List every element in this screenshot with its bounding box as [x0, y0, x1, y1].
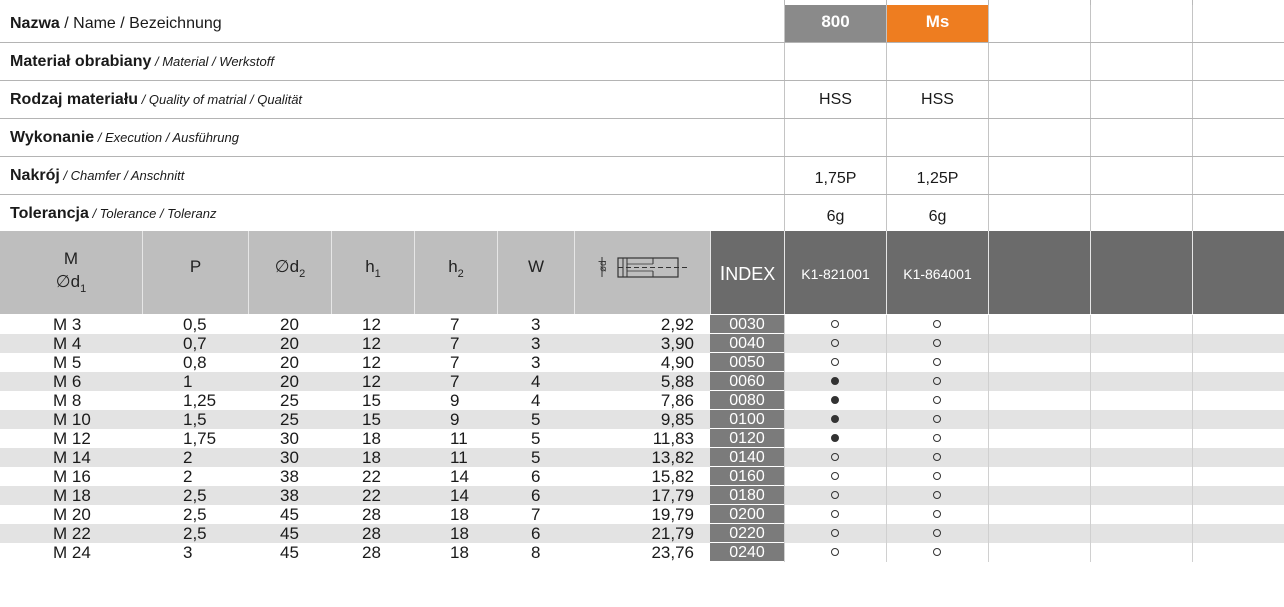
cell-h1: 22 [362, 467, 381, 486]
cell-p: 3 [183, 543, 193, 562]
cell-h1: 18 [362, 448, 381, 467]
open-circle-icon [933, 453, 941, 461]
cell-index: 0100 [710, 410, 784, 429]
column-divider [1090, 524, 1091, 543]
cell-h2: 11 [450, 448, 468, 467]
cell-h1: 28 [362, 524, 381, 543]
column-divider [1192, 315, 1193, 334]
empty-cell [1192, 81, 1284, 118]
spec-label-material: Materiał obrabiany / Material / Werkstoff [10, 53, 274, 70]
cell-d: 11,83 [652, 429, 694, 448]
column-divider [886, 543, 887, 562]
open-circle-icon [933, 510, 941, 518]
table-row [0, 372, 1284, 391]
column-divider [1090, 391, 1091, 410]
table-row [0, 391, 1284, 410]
cell-h2: 18 [450, 505, 469, 524]
open-circle-icon [831, 358, 839, 366]
empty-cell [1090, 81, 1192, 118]
open-circle-icon [831, 453, 839, 461]
column-divider [886, 524, 887, 543]
spec-row-tolerance [0, 195, 1284, 232]
col-header-h1: $h_1$ [331, 231, 414, 314]
column-header [0, 231, 1284, 314]
cell-p: 2,5 [183, 505, 207, 524]
cell-index: 0050 [710, 353, 784, 372]
cell-d: 13,82 [651, 448, 694, 467]
col-header-d1: $\emptyset d_1$ [55, 272, 87, 295]
cell-d: 5,88 [660, 372, 694, 391]
cell-index: 0060 [710, 372, 784, 391]
empty-cell [988, 157, 1090, 194]
column-divider [988, 429, 989, 448]
spec-label-tolerance: Tolerancja / Tolerance / Toleranz [10, 205, 217, 222]
open-circle-icon [933, 548, 941, 556]
column-divider [1090, 334, 1091, 353]
column-divider [784, 543, 785, 562]
cell-d2: 45 [280, 524, 299, 543]
cell-h1: 12 [362, 372, 381, 391]
tolerance-value-ms: 6g [886, 195, 988, 232]
table-row [0, 486, 1284, 505]
column-divider [784, 486, 785, 505]
cell-m: M 3 [53, 315, 82, 334]
column-divider [1192, 353, 1193, 372]
open-circle-icon [933, 396, 941, 404]
column-divider [784, 505, 785, 524]
empty-header-cell [988, 231, 1090, 314]
table-row [0, 448, 1284, 467]
cell-d2: 20 [280, 315, 299, 334]
column-divider [1090, 486, 1091, 505]
empty-cell [1192, 43, 1284, 80]
column-divider [1090, 543, 1091, 562]
cell-w: 3 [531, 334, 541, 353]
column-divider [886, 486, 887, 505]
cell-h1: 28 [362, 543, 381, 562]
open-circle-icon [831, 548, 839, 556]
cell-h2: 9 [450, 410, 460, 429]
cell-p: 0,5 [183, 315, 207, 334]
col-header-h2: $h_2$ [414, 231, 497, 314]
open-circle-icon [831, 510, 839, 518]
column-divider [784, 467, 785, 486]
cell-m: M 16 [53, 467, 91, 486]
col-header-m-label: M [63, 249, 79, 268]
column-divider [784, 429, 785, 448]
column-divider [988, 486, 989, 505]
table-row [0, 429, 1284, 448]
cell-d2: 20 [280, 334, 299, 353]
spec-row-execution [0, 119, 1284, 157]
column-divider [886, 505, 887, 524]
cell-h2: 11 [450, 429, 468, 448]
cell-p: 0,8 [183, 353, 207, 372]
cell-index: 0160 [710, 467, 784, 486]
open-circle-icon [933, 415, 941, 423]
column-divider [1192, 448, 1193, 467]
cell-m: M 6 [53, 372, 82, 391]
cell-m: M 18 [53, 486, 91, 505]
column-divider [784, 448, 785, 467]
column-divider [1090, 372, 1091, 391]
cell-m: M 14 [53, 448, 91, 467]
col-header-p: P [142, 231, 248, 314]
cell-d: 15,82 [651, 467, 694, 486]
cell-d2: 38 [280, 467, 299, 486]
spec-row-chamfer [0, 157, 1284, 195]
empty-header-cell [1090, 231, 1192, 314]
column-divider [988, 315, 989, 334]
cell-w: 4 [531, 372, 541, 391]
cell-w: 5 [531, 448, 541, 467]
table-row [0, 524, 1284, 543]
filled-circle-icon [831, 396, 839, 404]
table-row [0, 353, 1284, 372]
column-divider [784, 315, 785, 334]
col-header-d2: $\emptyset d_2$ [248, 231, 331, 314]
cell-h2: 9 [450, 391, 460, 410]
material-cell [886, 43, 988, 80]
column-divider [1192, 334, 1193, 353]
cell-w: 6 [531, 467, 541, 486]
column-divider [784, 391, 785, 410]
empty-cell [988, 119, 1090, 156]
tap-diagram-icon [575, 231, 711, 314]
cell-d: 3,90 [660, 334, 694, 353]
cell-index: 0200 [710, 505, 784, 524]
cell-m: M 20 [53, 505, 91, 524]
empty-cell [988, 43, 1090, 80]
column-divider [784, 410, 785, 429]
column-divider [886, 334, 887, 353]
cell-w: 5 [531, 410, 541, 429]
cell-w: 7 [531, 505, 541, 524]
column-divider [988, 543, 989, 562]
column-divider [1090, 410, 1091, 429]
column-divider [784, 334, 785, 353]
empty-cell [988, 5, 1090, 42]
cell-h2: 14 [450, 467, 469, 486]
column-divider [988, 524, 989, 543]
cell-d2: 45 [280, 543, 299, 562]
cell-d: 17,79 [651, 486, 694, 505]
cell-h2: 18 [450, 543, 469, 562]
cell-h2: 14 [450, 486, 469, 505]
cell-d2: 30 [280, 429, 299, 448]
col-header-m [0, 231, 142, 314]
cell-h1: 12 [362, 334, 381, 353]
empty-header-cell [1192, 231, 1284, 314]
open-circle-icon [831, 339, 839, 347]
spec-row-name [0, 5, 1284, 43]
cell-w: 5 [531, 429, 541, 448]
column-divider [1090, 505, 1091, 524]
cell-index: 0030 [710, 315, 784, 334]
empty-cell [1192, 195, 1284, 232]
open-circle-icon [933, 434, 941, 442]
open-circle-icon [831, 472, 839, 480]
quality-value-ms: HSS [886, 81, 988, 118]
column-divider [1090, 429, 1091, 448]
column-divider [784, 353, 785, 372]
cell-index: 0080 [710, 391, 784, 410]
cell-p: 2 [183, 467, 193, 486]
open-circle-icon [831, 529, 839, 537]
cell-p: 2,5 [183, 524, 207, 543]
column-divider [988, 467, 989, 486]
cell-h1: 12 [362, 315, 381, 334]
column-divider [988, 372, 989, 391]
column-divider [988, 334, 989, 353]
col-header-w: W [497, 231, 574, 314]
column-divider [1090, 448, 1091, 467]
empty-cell [1192, 5, 1284, 42]
column-divider [886, 315, 887, 334]
cell-h2: 18 [450, 524, 469, 543]
cell-d2: 38 [280, 486, 299, 505]
column-divider [988, 353, 989, 372]
cell-w: 3 [531, 315, 541, 334]
cell-p: 2,5 [183, 486, 207, 505]
cell-h1: 18 [362, 429, 381, 448]
cell-index: 0120 [710, 429, 784, 448]
column-divider [886, 467, 887, 486]
product-code-ms: K1-864001 [886, 231, 988, 314]
spec-row-quality [0, 81, 1284, 119]
column-divider [988, 505, 989, 524]
cell-d: 4,90 [660, 353, 694, 372]
open-circle-icon [933, 339, 941, 347]
cell-d2: 25 [280, 391, 299, 410]
column-divider [1192, 524, 1193, 543]
column-divider [886, 429, 887, 448]
cell-w: 3 [531, 353, 541, 372]
material-cell [784, 43, 886, 80]
table-row [0, 410, 1284, 429]
spec-label-name: Nazwa / Name / Bezeichnung [10, 15, 222, 32]
cell-w: 6 [531, 524, 541, 543]
column-divider [886, 391, 887, 410]
column-divider [886, 372, 887, 391]
empty-cell [1090, 119, 1192, 156]
cell-d: 21,79 [651, 524, 694, 543]
column-divider [1192, 391, 1193, 410]
cell-index: 0220 [710, 524, 784, 543]
column-divider [886, 448, 887, 467]
cell-w: 4 [531, 391, 541, 410]
column-divider [1192, 467, 1193, 486]
cell-m: M 10 [53, 410, 91, 429]
column-divider [886, 410, 887, 429]
open-circle-icon [831, 491, 839, 499]
cell-h2: 7 [450, 315, 460, 334]
product-code-800: K1-821001 [784, 231, 886, 314]
cell-index: 0180 [710, 486, 784, 505]
cell-h2: 7 [450, 372, 460, 391]
spec-label-execution: Wykonanie / Execution / Ausführung [10, 129, 239, 146]
product-header-ms: Ms [886, 5, 988, 42]
cell-d2: 25 [280, 410, 299, 429]
cell-d: 7,86 [660, 391, 694, 410]
cell-index: 0240 [710, 543, 784, 562]
col-header-index: INDEX [710, 231, 784, 314]
filled-circle-icon [831, 377, 839, 385]
cell-d2: 30 [280, 448, 299, 467]
open-circle-icon [933, 491, 941, 499]
cell-h1: 15 [362, 410, 381, 429]
cell-p: 1 [183, 372, 193, 391]
spec-label-chamfer: Nakrój / Chamfer / Anschnitt [10, 167, 185, 184]
execution-cell [784, 119, 886, 156]
column-divider [1192, 410, 1193, 429]
empty-cell [988, 81, 1090, 118]
cell-m: M 8 [53, 391, 82, 410]
cell-m: M 5 [53, 353, 82, 372]
tolerance-value-800: 6g [784, 195, 886, 232]
empty-cell [1192, 157, 1284, 194]
empty-cell [1192, 119, 1284, 156]
open-circle-icon [933, 320, 941, 328]
cell-p: 1,5 [183, 410, 207, 429]
chamfer-value-800: 1,75P [784, 157, 886, 194]
spec-row-material [0, 43, 1284, 81]
column-divider [886, 353, 887, 372]
cell-m: M 12 [53, 429, 91, 448]
empty-cell [1090, 43, 1192, 80]
column-divider [784, 524, 785, 543]
col-header-diagram [574, 231, 710, 314]
svg-text:ød: ød [598, 260, 609, 272]
empty-cell [1090, 195, 1192, 232]
column-divider [1192, 543, 1193, 562]
column-divider [1192, 372, 1193, 391]
cell-d2: 45 [280, 505, 299, 524]
table-row [0, 467, 1284, 486]
table-row [0, 315, 1284, 334]
cell-w: 8 [531, 543, 541, 562]
cell-m: M 24 [53, 543, 91, 562]
column-divider [1090, 315, 1091, 334]
open-circle-icon [831, 320, 839, 328]
cell-d: 23,76 [651, 543, 694, 562]
column-divider [784, 372, 785, 391]
column-divider [1090, 467, 1091, 486]
cell-p: 1,25 [183, 391, 217, 410]
cell-h2: 7 [450, 353, 460, 372]
cell-h2: 7 [450, 334, 460, 353]
filled-circle-icon [831, 415, 839, 423]
column-divider [1090, 353, 1091, 372]
cell-h1: 12 [362, 353, 381, 372]
cell-p: 0,7 [183, 334, 207, 353]
cell-h1: 22 [362, 486, 381, 505]
spec-label-quality: Rodzaj materiału / Quality of matrial / Qualität [10, 91, 303, 108]
column-divider [988, 391, 989, 410]
cell-h1: 28 [362, 505, 381, 524]
column-divider [988, 448, 989, 467]
execution-cell [886, 119, 988, 156]
chamfer-value-ms: 1,25P [886, 157, 988, 194]
empty-cell [1090, 157, 1192, 194]
cell-d: 19,79 [651, 505, 694, 524]
cell-d2: 20 [280, 372, 299, 391]
column-divider [988, 410, 989, 429]
open-circle-icon [933, 472, 941, 480]
open-circle-icon [933, 377, 941, 385]
cell-p: 2 [183, 448, 193, 467]
empty-cell [988, 195, 1090, 232]
open-circle-icon [933, 358, 941, 366]
cell-p: 1,75 [183, 429, 217, 448]
cell-index: 0040 [710, 334, 784, 353]
product-header-800: 800 [784, 5, 886, 42]
cell-m: M 22 [53, 524, 91, 543]
cell-index: 0140 [710, 448, 784, 467]
cell-h1: 15 [362, 391, 381, 410]
cell-d: 9,85 [660, 410, 694, 429]
cell-w: 6 [531, 486, 541, 505]
filled-circle-icon [831, 434, 839, 442]
cell-m: M 4 [53, 334, 82, 353]
table-row [0, 543, 1284, 562]
table-row [0, 505, 1284, 524]
column-divider [1192, 486, 1193, 505]
empty-cell [1090, 5, 1192, 42]
table-row [0, 334, 1284, 353]
cell-d2: 20 [280, 353, 299, 372]
open-circle-icon [933, 529, 941, 537]
column-divider [1192, 429, 1193, 448]
quality-value-800: HSS [784, 81, 886, 118]
column-divider [1192, 505, 1193, 524]
cell-d: 2,92 [660, 315, 694, 334]
